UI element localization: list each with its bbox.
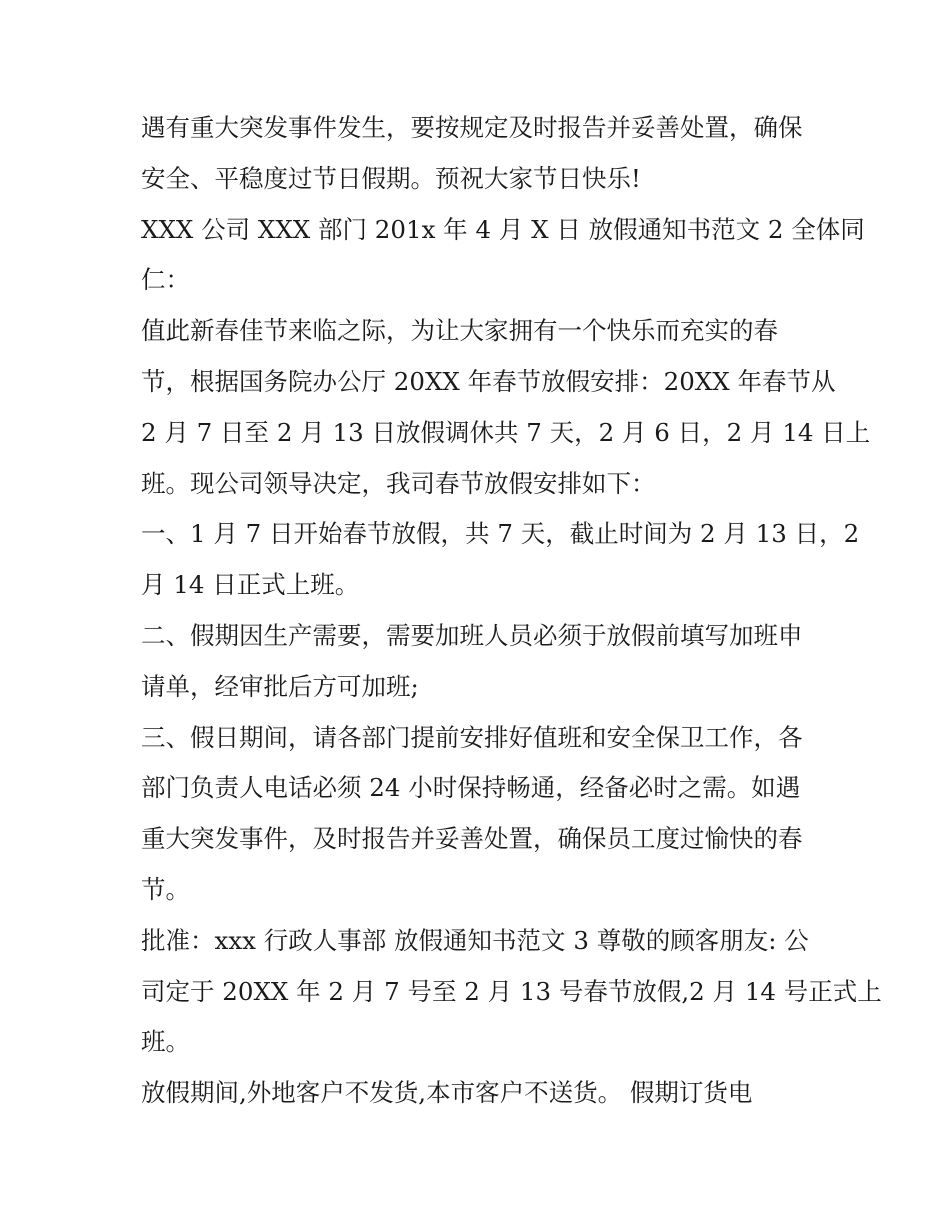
text-line: 请单，经审批后方可加班; xyxy=(141,671,419,701)
text-line: 值此新春佳节来临之际，为让大家拥有一个快乐而充实的春 xyxy=(141,316,778,346)
text-line: 安全、平稳度过节日假期。预祝大家节日快乐! xyxy=(141,163,641,193)
text-line: 部门负责人电话必须 24 小时保持畅通，经备必时之需。如遇 xyxy=(141,773,801,803)
text-line: 节，根据国务院办公厅 20XX 年春节放假安排：20XX 年春节从 xyxy=(141,366,836,396)
text-line: 放假期间,外地客户不发货,本市客户不送货。 假期订货电 xyxy=(141,1078,753,1108)
text-line: 批准：xxx 行政人事部 放假通知书范文 3 尊敬的顾客朋友: 公 xyxy=(141,925,809,955)
document-body xyxy=(141,103,882,1119)
text-line: 月 14 日正式上班。 xyxy=(141,570,360,600)
text-line: 司定于 20XX 年 2 月 7 号至 2 月 13 号春节放假,2 月 14 号正式上 xyxy=(141,976,882,1006)
text-line: 二、假期因生产需要，需要加班人员必须于放假前填写加班申 xyxy=(141,620,803,650)
text-line: 一、1 月 7 日开始春节放假，共 7 天，截止时间为 2 月 13 日，2 xyxy=(141,519,860,549)
text-line: 遇有重大突发事件发生，要按规定及时报告并妥善处置，确保 xyxy=(141,113,803,142)
text-line: 2 月 7 日至 2 月 13 日放假调休共 7 天，2 月 6 日，2 月 14 日上 xyxy=(141,417,871,447)
text-line: XXX 公司 XXX 部门 201x 年 4 月 X 日 放假通知书范文 2 全体同 xyxy=(141,214,865,244)
text-line: 重大突发事件，及时报告并妥善处置，确保员工度过愉快的春 xyxy=(141,824,803,854)
text-line: 班。 xyxy=(141,1027,190,1057)
text-line: 班。现公司领导决定，我司春节放假安排如下： xyxy=(141,468,656,498)
text-line: 节。 xyxy=(141,874,190,904)
text-line: 仁： xyxy=(141,265,190,295)
text-line: 三、假日期间，请各部门提前安排好值班和安全保卫工作，各 xyxy=(141,722,803,752)
